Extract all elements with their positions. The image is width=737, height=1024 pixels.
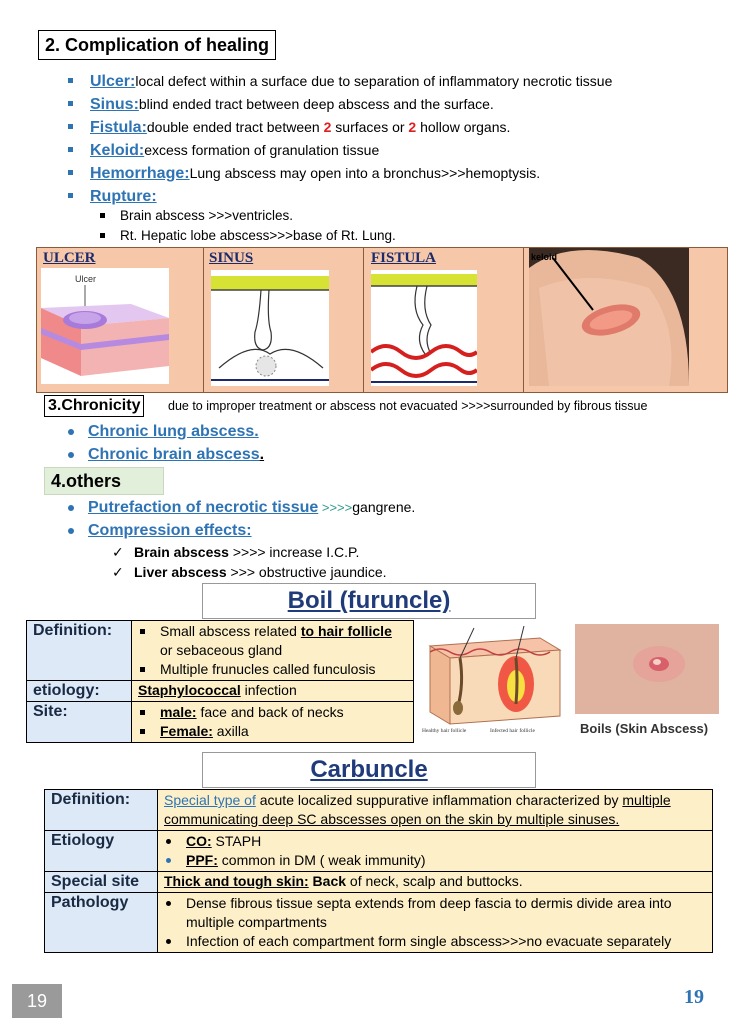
- hair-follicle-diagram: [420, 624, 568, 736]
- compression-effects-list: [110, 542, 387, 582]
- boil-definition-value: [132, 621, 414, 681]
- table-row: [27, 621, 414, 681]
- fistula-caption: FISTULA: [371, 250, 437, 266]
- chronicity-list: [64, 420, 264, 466]
- carbuncle-site-value: Thick and tough skin: Back of neck, scalp and buttocks.: [158, 872, 713, 893]
- sinus-caption: SINUS: [209, 250, 254, 266]
- list-item: Hemorrhage:Lung abscess may open into a bronchus>>>hemoptysis.: [68, 162, 612, 185]
- list-item: Keloid:excess formation of granulation tissue: [68, 139, 612, 162]
- boil-etiology-value: Staphylococcal infection: [132, 681, 414, 702]
- list-item: Sinus:blind ended tract between deep abscess and the surface.: [68, 93, 612, 116]
- complications-list: [68, 70, 612, 208]
- ulcer-illustration: [41, 268, 169, 384]
- boil-definition-label: Definition:: [27, 621, 132, 681]
- list-item: Dense fibrous tissue septa extends from deep fascia to dermis divide area into multiple compartments: [164, 894, 706, 932]
- section-heading-others: 4.others: [44, 467, 164, 495]
- keloid-photo: [529, 248, 689, 386]
- table-row: [45, 893, 713, 953]
- carbuncle-etiology-label: Etiology: [45, 831, 158, 872]
- list-item: Brain abscess >>>ventricles.: [98, 206, 396, 226]
- table-row: [45, 872, 713, 893]
- table-row: [45, 831, 713, 872]
- list-item: Female: axilla: [138, 722, 407, 741]
- svg-text:Infected hair follicle: Infected hair follicle: [490, 728, 535, 734]
- ulcer-caption: ULCER: [43, 250, 96, 266]
- section-heading-chronicity: 3.Chronicity: [44, 395, 144, 417]
- list-item: Rt. Hepatic lobe abscess>>>base of Rt. Lung.: [98, 226, 396, 246]
- list-item: Multiple frunucles called funculosis: [138, 660, 407, 679]
- list-item: PPF: common in DM ( weak immunity): [164, 851, 706, 870]
- page-number: 19: [684, 986, 704, 1008]
- chronicity-description: due to improper treatment or abscess not evacuated >>>>surrounded by fibrous tissue: [168, 399, 648, 413]
- table-row: [27, 702, 414, 743]
- fistula-illustration: [371, 270, 477, 386]
- carbuncle-title: Carbuncle: [202, 752, 536, 788]
- boil-site-value: [132, 702, 414, 743]
- list-item: Small abscess related to hair follicle or sebaceous gland: [138, 622, 407, 660]
- svg-text:Healthy hair follicle: Healthy hair follicle: [422, 728, 467, 734]
- sinus-panel: [203, 248, 364, 392]
- illustration-strip: [36, 247, 728, 393]
- svg-text:Ulcer: Ulcer: [75, 274, 97, 284]
- carbuncle-definition-label: Definition:: [45, 790, 158, 831]
- boil-photo: [575, 624, 719, 714]
- boil-photo-caption: Boils (Skin Abscess): [580, 721, 709, 736]
- list-item: Ulcer:local defect within a surface due to separation of inflammatory necrotic tissue: [68, 70, 612, 93]
- table-row: [27, 681, 414, 702]
- list-item: Rupture:: [68, 185, 612, 208]
- fistula-panel: [363, 248, 524, 392]
- list-item: Fistula:double ended tract between 2 surfaces or 2 hollow organs.: [68, 116, 612, 139]
- carbuncle-definition-value: Special type of acute localized suppurative inflammation characterized by multiple communicating deep SC abscesses open on the skin by multiple sinuses.: [158, 790, 713, 831]
- list-item: CO: STAPH: [164, 832, 706, 851]
- list-item: Chronic lung abscess.: [64, 420, 264, 443]
- section-heading-complications: 2. Complication of healing: [38, 30, 276, 60]
- rupture-sublist: [98, 206, 396, 246]
- list-item: ✓ Brain abscess >>>> increase I.C.P.: [110, 542, 387, 562]
- boil-title: Boil (furuncle): [202, 583, 536, 619]
- boil-site-label: Site:: [27, 702, 132, 743]
- svg-text:keloid: keloid: [531, 252, 558, 262]
- carbuncle-etiology-value: [158, 831, 713, 872]
- keloid-illustration: [529, 248, 689, 386]
- carbuncle-pathology-label: Pathology: [45, 893, 158, 953]
- carbuncle-pathology-value: [158, 893, 713, 953]
- sinus-illustration: [211, 270, 329, 386]
- boil-etiology-label: etiology:: [27, 681, 132, 702]
- list-item: Putrefaction of necrotic tissue >>>>gangrene.: [64, 496, 415, 519]
- list-item: Chronic brain abscess.: [64, 443, 264, 466]
- carbuncle-table: [44, 789, 713, 953]
- list-item: male: face and back of necks: [138, 703, 407, 722]
- list-item: Infection of each compartment form single abscess>>>no evacuate separately: [164, 932, 706, 951]
- list-item: ✓ Liver abscess >>> obstructive jaundice.: [110, 562, 387, 582]
- list-item: Compression effects:: [64, 519, 415, 542]
- ulcer-panel: [37, 248, 204, 392]
- boil-table: [26, 620, 414, 743]
- carbuncle-site-label: Special site: [45, 872, 158, 893]
- others-list: [64, 496, 415, 542]
- page-number-badge: 19: [12, 984, 62, 1018]
- table-row: [45, 790, 713, 831]
